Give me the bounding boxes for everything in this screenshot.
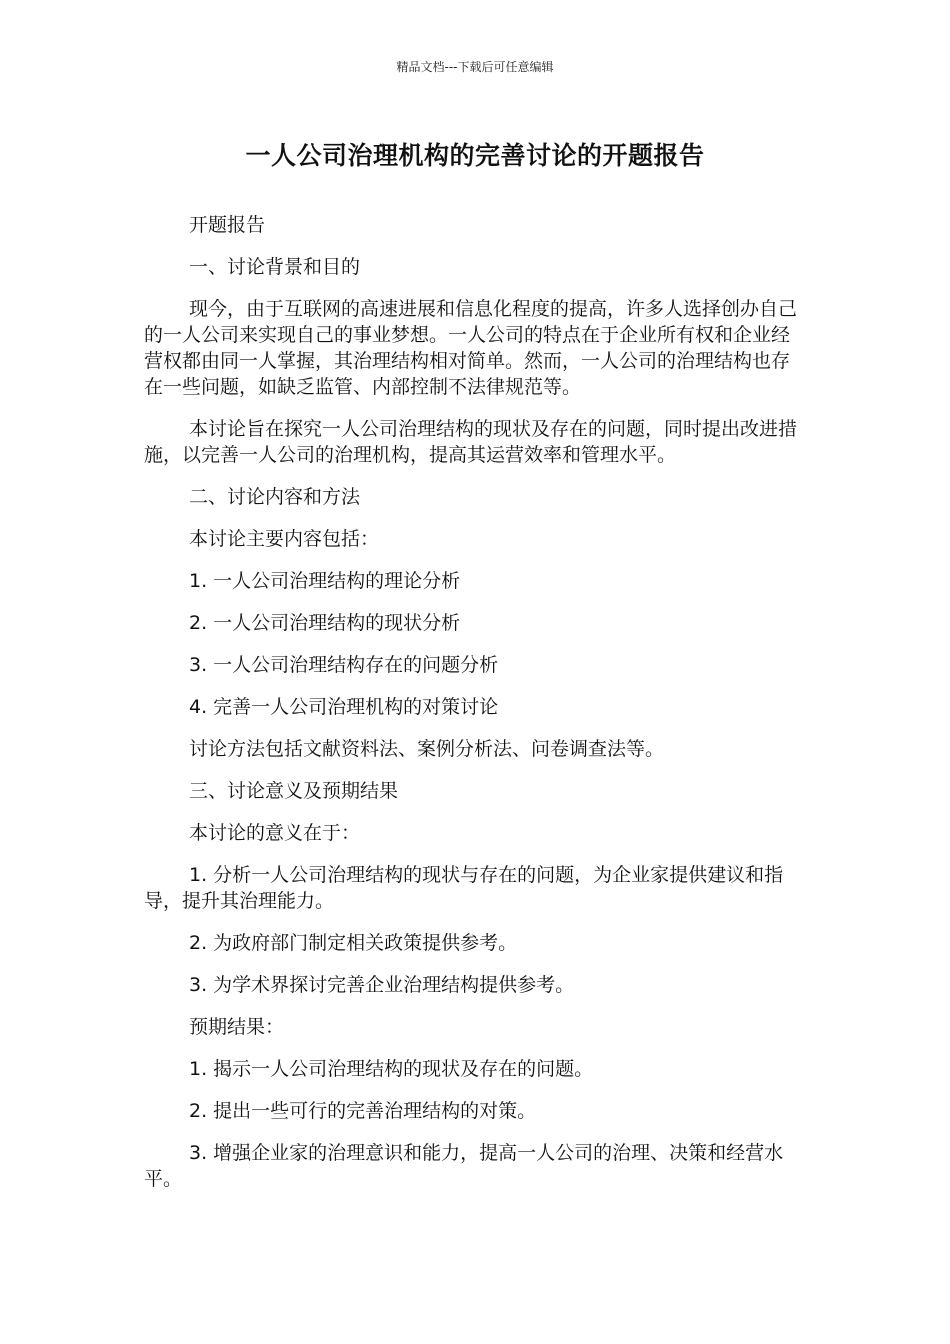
list-item: 1. 揭示一人公司治理结构的现状及存在的问题。 — [189, 1058, 594, 1080]
paragraph: 本讨论旨在探究一人公司治理结构的现状及存在的问题，同时提出改进措施，以完善一人公司的治理机构，提高其运营效率和管理水平。 — [144, 418, 798, 466]
list-item: 3. 一人公司治理结构存在的问题分析 — [189, 654, 499, 676]
paragraph: 开题报告 — [189, 214, 266, 236]
list-item: 2. 为政府部门制定相关政策提供参考。 — [189, 932, 518, 954]
list-item: 3. 为学术界探讨完善企业治理结构提供参考。 — [189, 974, 575, 996]
page-header-note: 精品文档---下载后可任意编辑 — [396, 60, 554, 74]
section-heading: 二、讨论内容和方法 — [189, 486, 361, 508]
paragraph: 本讨论主要内容包括： — [189, 528, 380, 550]
paragraph: 本讨论的意义在于： — [189, 822, 361, 844]
document-title: 一人公司治理机构的完善讨论的开题报告 — [245, 141, 705, 170]
document-body — [144, 212, 808, 1208]
paragraph: 讨论方法包括文献资料法、案例分析法、问卷调查法等。 — [189, 738, 665, 760]
list-item: 2. 一人公司治理结构的现状分析 — [189, 612, 461, 634]
section-heading: 三、讨论意义及预期结果 — [189, 780, 399, 802]
paragraph: 预期结果： — [189, 1016, 285, 1038]
list-item: 1. 一人公司治理结构的理论分析 — [189, 570, 461, 592]
section-heading: 一、讨论背景和目的 — [189, 256, 361, 278]
list-item: 3. 增强企业家的治理意识和能力，提高一人公司的治理、决策和经营水平。 — [144, 1142, 784, 1190]
list-item: 4. 完善一人公司治理机构的对策讨论 — [189, 696, 499, 718]
paragraph: 现今，由于互联网的高速进展和信息化程度的提高，许多人选择创办自己的一人公司来实现自己的事业梦想。一人公司的特点在于企业所有权和企业经营权都由同一人掌握，其治理结构相对简单。然而，一人公司的治理结构也存在一些问题，如缺乏监管、内部控制不法律规范等。 — [144, 298, 798, 398]
list-item: 1. 分析一人公司治理结构的现状与存在的问题，为企业家提供建议和指导，提升其治理能力。 — [144, 864, 784, 912]
list-item: 2. 提出一些可行的完善治理结构的对策。 — [189, 1100, 537, 1122]
